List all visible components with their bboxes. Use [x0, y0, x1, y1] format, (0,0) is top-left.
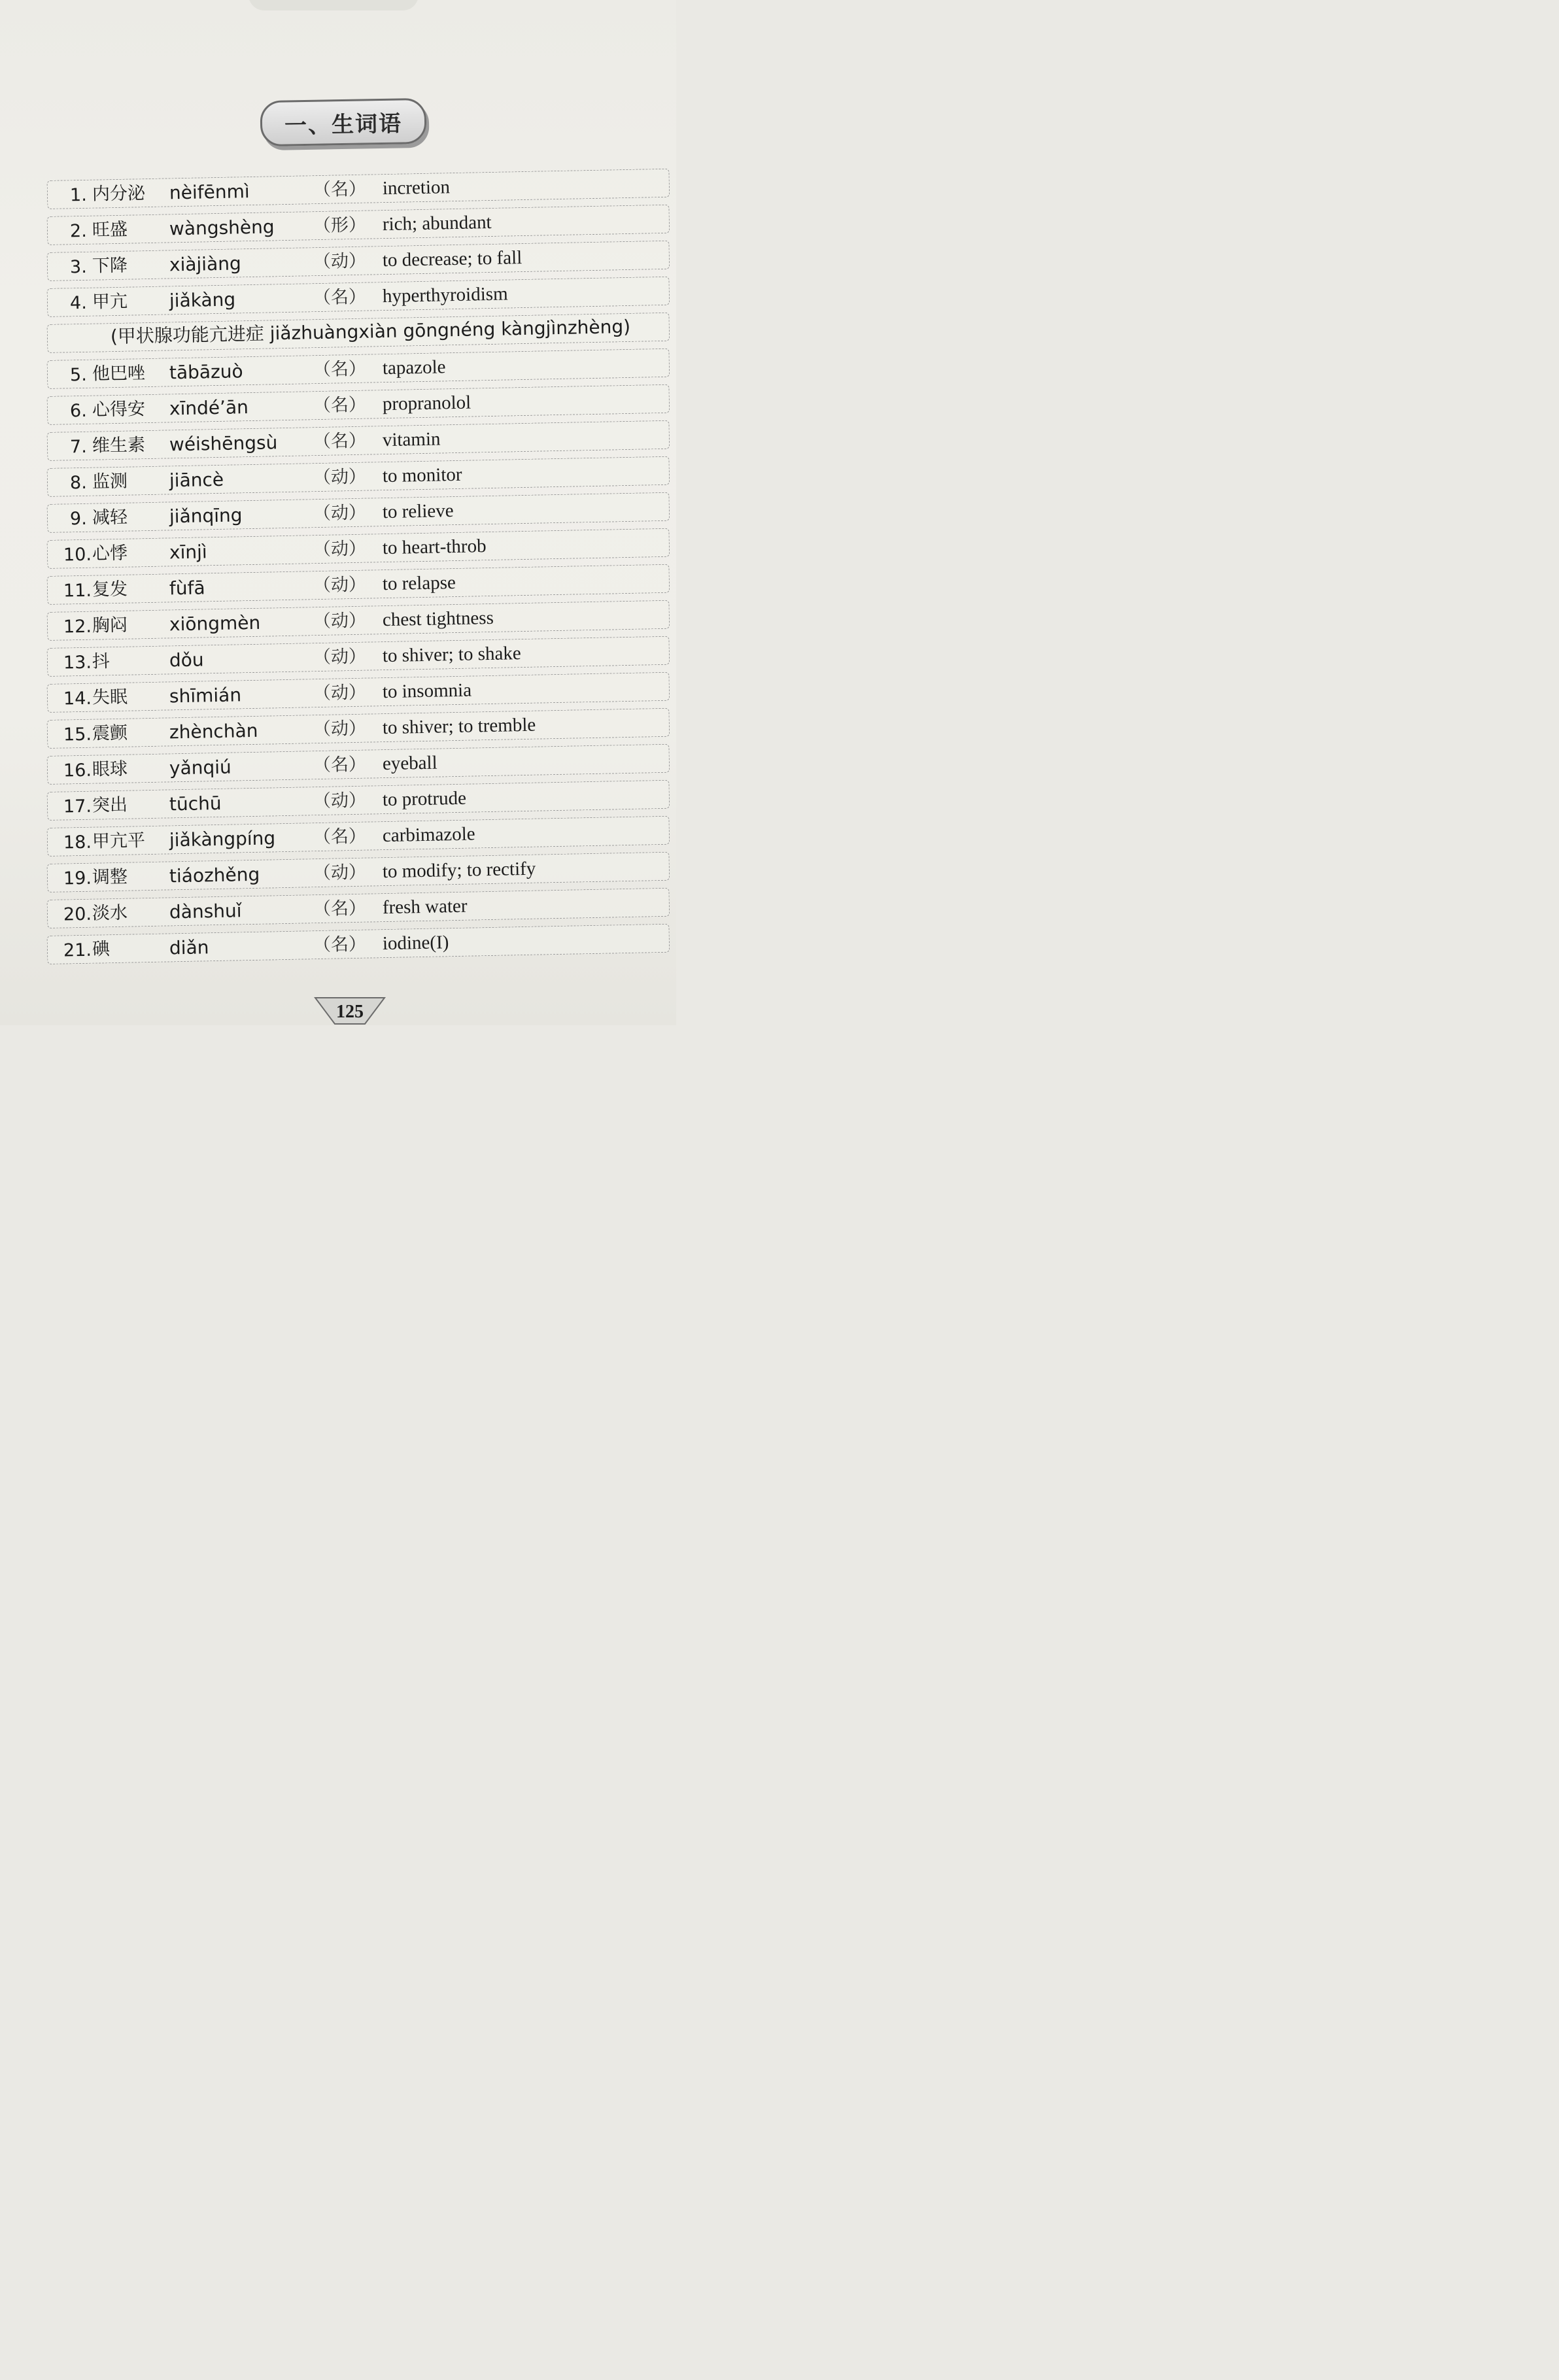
- vocab-row: [47, 636, 670, 677]
- part-of-speech: （动）: [313, 466, 367, 488]
- chinese-term: 减轻: [92, 507, 128, 528]
- pinyin: yǎnqiú: [169, 756, 232, 779]
- chinese-term: 淡水: [92, 902, 128, 924]
- part-of-speech: （动）: [313, 610, 367, 632]
- chinese-term: 复发: [92, 579, 128, 600]
- english-meaning: to heart-throb: [382, 536, 487, 559]
- english-meaning: to insomnia: [382, 679, 472, 703]
- part-of-speech: （动）: [313, 862, 367, 884]
- vocab-row: [47, 744, 670, 785]
- part-of-speech: （名）: [313, 826, 367, 848]
- part-of-speech: （动）: [313, 718, 367, 740]
- chinese-term: 抖: [92, 651, 111, 672]
- chinese-term: 旺盛: [92, 219, 128, 241]
- entry-number: 21.: [63, 940, 92, 961]
- part-of-speech: （名）: [313, 394, 367, 416]
- vocab-row: [47, 492, 670, 533]
- chinese-term: 甲亢平: [92, 830, 146, 852]
- english-meaning: chest tightness: [382, 607, 494, 631]
- page-number: 125: [336, 1002, 364, 1022]
- chinese-term: 胸闷: [92, 615, 128, 636]
- part-of-speech: （动）: [313, 502, 367, 524]
- pinyin: jiǎkàng: [169, 288, 236, 312]
- section-title: 一、生词语: [284, 110, 403, 139]
- pinyin: dǒu: [169, 649, 204, 672]
- entry-number: 3.: [69, 256, 88, 278]
- part-of-speech: （动）: [313, 682, 367, 704]
- entry-number: 4.: [69, 292, 88, 314]
- pinyin: nèifēnmì: [169, 180, 250, 204]
- page-number-badge: [314, 996, 386, 1025]
- vocab-row: [47, 816, 670, 857]
- part-of-speech: （名）: [313, 754, 367, 776]
- vocab-row: [47, 528, 670, 569]
- full-term-note: (甲状腺功能亢进症 jiǎzhuàngxiàn gōngnéng kàngjìnzhèng): [110, 315, 631, 348]
- chinese-term: 突出: [92, 794, 128, 816]
- entry-number: 13.: [63, 652, 92, 673]
- pinyin: diǎn: [169, 936, 209, 959]
- english-meaning: to shiver; to tremble: [382, 714, 536, 739]
- pinyin: shīmián: [169, 684, 242, 707]
- chinese-term: 监测: [92, 471, 128, 492]
- vocab-row: [47, 205, 670, 245]
- entry-number: 14.: [63, 688, 92, 709]
- pinyin: jiāncè: [169, 468, 224, 492]
- english-meaning: rich; abundant: [382, 211, 492, 235]
- vocab-row: [47, 456, 670, 497]
- entry-number: 19.: [63, 868, 92, 889]
- vocab-row: [47, 924, 670, 964]
- english-meaning: iodine(I): [382, 932, 449, 955]
- english-meaning: vitamin: [382, 428, 441, 451]
- entry-number: 10.: [63, 544, 92, 566]
- english-meaning: propranolol: [382, 392, 471, 415]
- chinese-term: 震颤: [92, 722, 128, 744]
- english-meaning: carbimazole: [382, 823, 475, 847]
- pinyin: xīnjì: [169, 541, 207, 564]
- entry-number: 6.: [69, 400, 88, 422]
- vocab-row: [47, 169, 670, 209]
- note-row: [47, 313, 670, 353]
- english-meaning: hyperthyroidism: [382, 283, 508, 307]
- english-meaning: eyeball: [382, 752, 437, 775]
- english-meaning: incretion: [382, 177, 451, 199]
- chinese-term: 甲亢: [92, 291, 128, 313]
- english-meaning: to monitor: [382, 464, 462, 487]
- chinese-term: 失眠: [92, 687, 128, 708]
- entry-number: 8.: [69, 472, 88, 494]
- pinyin: tūchū: [169, 792, 222, 815]
- pinyin: xiàjiàng: [169, 252, 242, 276]
- entry-number: 2.: [69, 220, 88, 242]
- pinyin: xiōngmèn: [169, 611, 261, 636]
- pinyin: wéishēngsù: [169, 432, 278, 456]
- entry-number: 9.: [69, 508, 88, 530]
- chinese-term: 维生素: [92, 435, 146, 456]
- chinese-term: 眼球: [92, 758, 128, 780]
- vocab-row: [47, 277, 670, 317]
- entry-number: 5.: [69, 364, 88, 386]
- vocab-row: [47, 348, 670, 389]
- vocab-row: [47, 384, 670, 425]
- chinese-term: 下降: [92, 255, 128, 277]
- entry-number: 1.: [69, 184, 88, 206]
- vocab-row: [47, 564, 670, 605]
- pinyin: zhènchàn: [169, 719, 258, 743]
- chinese-term: 心悸: [92, 543, 128, 564]
- entry-number: 18.: [63, 832, 92, 853]
- part-of-speech: （形）: [313, 214, 367, 237]
- vocab-row: [47, 852, 670, 892]
- chinese-term: 调整: [92, 866, 128, 888]
- vocab-row: [47, 672, 670, 713]
- english-meaning: to protrude: [382, 787, 467, 811]
- entry-number: 11.: [63, 580, 92, 602]
- part-of-speech: （名）: [313, 286, 367, 309]
- vocab-row: [47, 241, 670, 281]
- pinyin: jiǎnqīng: [169, 504, 243, 528]
- entry-number: 15.: [63, 724, 92, 745]
- chinese-term: 他巴唑: [92, 363, 146, 384]
- english-meaning: to relapse: [382, 572, 456, 595]
- vocab-row: [47, 420, 670, 461]
- part-of-speech: （动）: [313, 790, 367, 812]
- english-meaning: to relieve: [382, 500, 454, 523]
- part-of-speech: （动）: [313, 538, 367, 560]
- entry-number: 7.: [69, 436, 88, 458]
- chinese-term: 心得安: [92, 399, 146, 420]
- part-of-speech: （动）: [313, 574, 367, 596]
- entry-number: 17.: [63, 796, 92, 817]
- pinyin: wàngshèng: [169, 216, 275, 240]
- english-meaning: tapazole: [382, 356, 446, 379]
- english-meaning: to shiver; to shake: [382, 643, 522, 667]
- vocab-row: [47, 780, 670, 821]
- english-meaning: to decrease; to fall: [382, 247, 523, 271]
- part-of-speech: （名）: [313, 358, 367, 381]
- chinese-term: 内分泌: [92, 183, 146, 205]
- part-of-speech: （名）: [313, 178, 367, 201]
- entry-number: 12.: [63, 616, 92, 638]
- english-meaning: to modify; to rectify: [382, 858, 536, 883]
- part-of-speech: （名）: [313, 898, 367, 920]
- pinyin: tiáozhěng: [169, 863, 260, 887]
- part-of-speech: （动）: [313, 646, 367, 668]
- vocab-row: [47, 888, 670, 928]
- vocab-row: [47, 708, 670, 749]
- pinyin: jiǎkàngpíng: [169, 827, 276, 851]
- pinyin: xīndé’ān: [169, 396, 249, 420]
- entry-number: 20.: [63, 904, 92, 925]
- part-of-speech: （名）: [313, 430, 367, 452]
- pinyin: dànshuǐ: [169, 900, 242, 923]
- english-meaning: fresh water: [382, 895, 468, 919]
- chinese-term: 碘: [92, 939, 111, 960]
- vocabulary-list: [0, 0, 676, 1025]
- entry-number: 16.: [63, 760, 92, 781]
- pinyin: tābāzuò: [169, 360, 243, 384]
- part-of-speech: （动）: [313, 250, 367, 273]
- pinyin: fùfā: [169, 577, 205, 600]
- part-of-speech: （名）: [313, 934, 367, 956]
- vocab-row: [47, 600, 670, 641]
